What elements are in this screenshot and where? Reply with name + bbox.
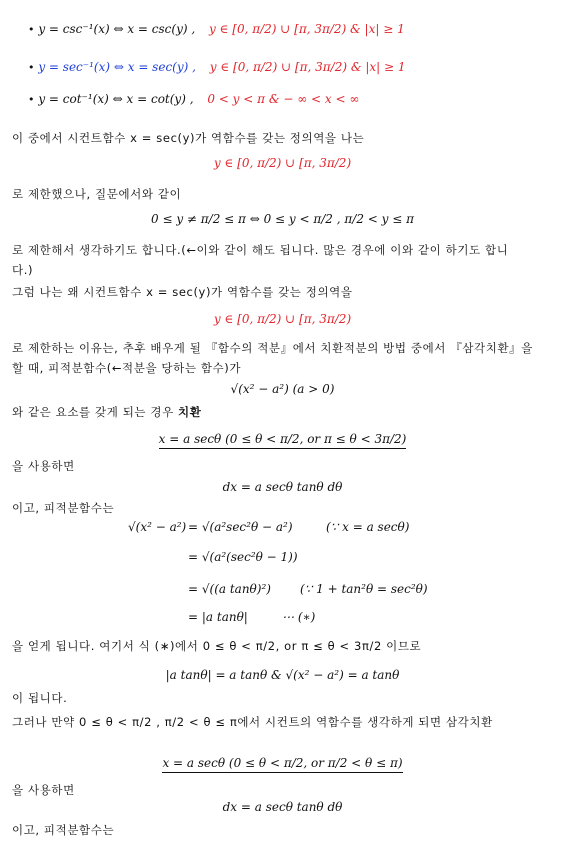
para-6 xyxy=(12,404,201,420)
bullet-cot-cond: 0 < y < π & − ∞ < x < ∞ xyxy=(207,92,360,106)
para-5a: 로 제한하는 이유는, 추후 배우게 될 『함수의 적분』에서 치환적분의 방법 중에서 『삼각치환』을 xyxy=(12,341,533,355)
bullet-csc xyxy=(28,22,405,36)
deriv-note-3: (∵ 1 + tan²θ = sec²θ) xyxy=(300,582,428,596)
deriv-rhs-4: = |a tanθ| xyxy=(188,610,248,624)
para-6-bold: 치환 xyxy=(178,405,202,419)
dx-equation-1: dx = a secθ tanθ dθ xyxy=(222,480,343,494)
bullet-dot: • xyxy=(28,61,35,74)
para-7: 을 사용하면 xyxy=(12,459,75,473)
bullet-dot: • xyxy=(28,23,35,36)
deriv-lhs-1: √(x² − a²) xyxy=(128,520,187,534)
para-4: 그럼 나는 왜 시컨트함수 x = sec(y)가 역함수를 갖는 정의역을 xyxy=(12,285,353,299)
bullet-sec xyxy=(28,60,406,74)
bullet-cot xyxy=(28,92,359,106)
para-12: 을 사용하면 xyxy=(12,783,75,797)
para-8: 이고, 피적분함수는 xyxy=(12,501,115,515)
para-2: 로 제한했으나, 질문에서와 같이 xyxy=(12,187,182,201)
para-3a: 로 제한해서 생각하기도 합니다.(←이와 같이 해도 됩니다. 많은 경우에 이와 같이 하기도 합니 xyxy=(12,243,509,257)
para-1: 이 중에서 시컨트함수 x = sec(y)가 역함수를 갖는 정의역을 나는 xyxy=(12,131,365,145)
para-5b: 할 때, 피적분함수(←적분을 당하는 함수)가 xyxy=(12,361,242,375)
bullet-cot-text: y = cot⁻¹(x) ⇔ x = cot(y) , xyxy=(38,92,194,106)
bullet-csc-text: y = csc⁻¹(x) ⇔ x = csc(y) , xyxy=(38,22,196,36)
substitution-1: x = a secθ (0 ≤ θ < π/2, or π ≤ θ < 3π/2) xyxy=(159,432,407,449)
para-3b: 다.) xyxy=(12,263,34,277)
sqrt-equation: √(x² − a²) (a > 0) xyxy=(230,382,335,396)
bullet-csc-cond: y ∈ [0, π/2) ∪ [π, 3π/2) & |x| ≥ 1 xyxy=(209,22,405,36)
deriv-rhs-1: = √(a²sec²θ − a²) xyxy=(188,520,293,534)
substitution-2-row xyxy=(0,756,565,770)
abs-equation: |a tanθ| = a tanθ & √(x² − a²) = a tanθ xyxy=(165,668,400,682)
domain-equation: y ∈ [0, π/2) ∪ [π, 3π/2) xyxy=(213,156,352,170)
para-11: 그러나 만약 0 ≤ θ < π/2 , π/2 < θ ≤ π에서 시컨트의 역함수를 생각하게 되면 삼각치환 xyxy=(12,715,493,729)
para-6-text: 와 같은 요소를 갖게 되는 경우 xyxy=(12,405,179,419)
substitution-2: x = a secθ (0 ≤ θ < π/2, or π/2 < θ ≤ π) xyxy=(162,756,402,773)
deriv-note-1: (∵ x = a secθ) xyxy=(326,520,410,534)
bullet-sec-text: y = sec⁻¹(x) ⇔ x = sec(y) , xyxy=(38,60,196,74)
para-9: 을 얻게 됩니다. 여기서 식 (∗)에서 0 ≤ θ < π/2, or π ≤ θ < 3π/2 이므로 xyxy=(12,639,422,653)
domain-equation-2: y ∈ [0, π/2) ∪ [π, 3π/2) xyxy=(213,312,352,326)
bullet-dot: • xyxy=(28,93,35,106)
bullet-sec-cond: y ∈ [0, π/2) ∪ [π, 3π/2) & |x| ≥ 1 xyxy=(209,60,406,74)
deriv-rhs-3: = √((a tanθ)²) xyxy=(188,582,271,596)
deriv-rhs-2: = √(a²(sec²θ − 1)) xyxy=(188,550,298,564)
alternative-domain-equation: 0 ≤ y ≠ π/2 ≤ π ⇔ 0 ≤ y < π/2 , π/2 < y ≤ π xyxy=(151,212,414,226)
para-13: 이고, 피적분함수는 xyxy=(12,823,115,837)
dx-equation-2: dx = a secθ tanθ dθ xyxy=(222,800,343,814)
substitution-1-row xyxy=(0,432,565,446)
para-10: 이 됩니다. xyxy=(12,691,68,705)
deriv-note-4: ⋯ (∗) xyxy=(282,610,316,624)
